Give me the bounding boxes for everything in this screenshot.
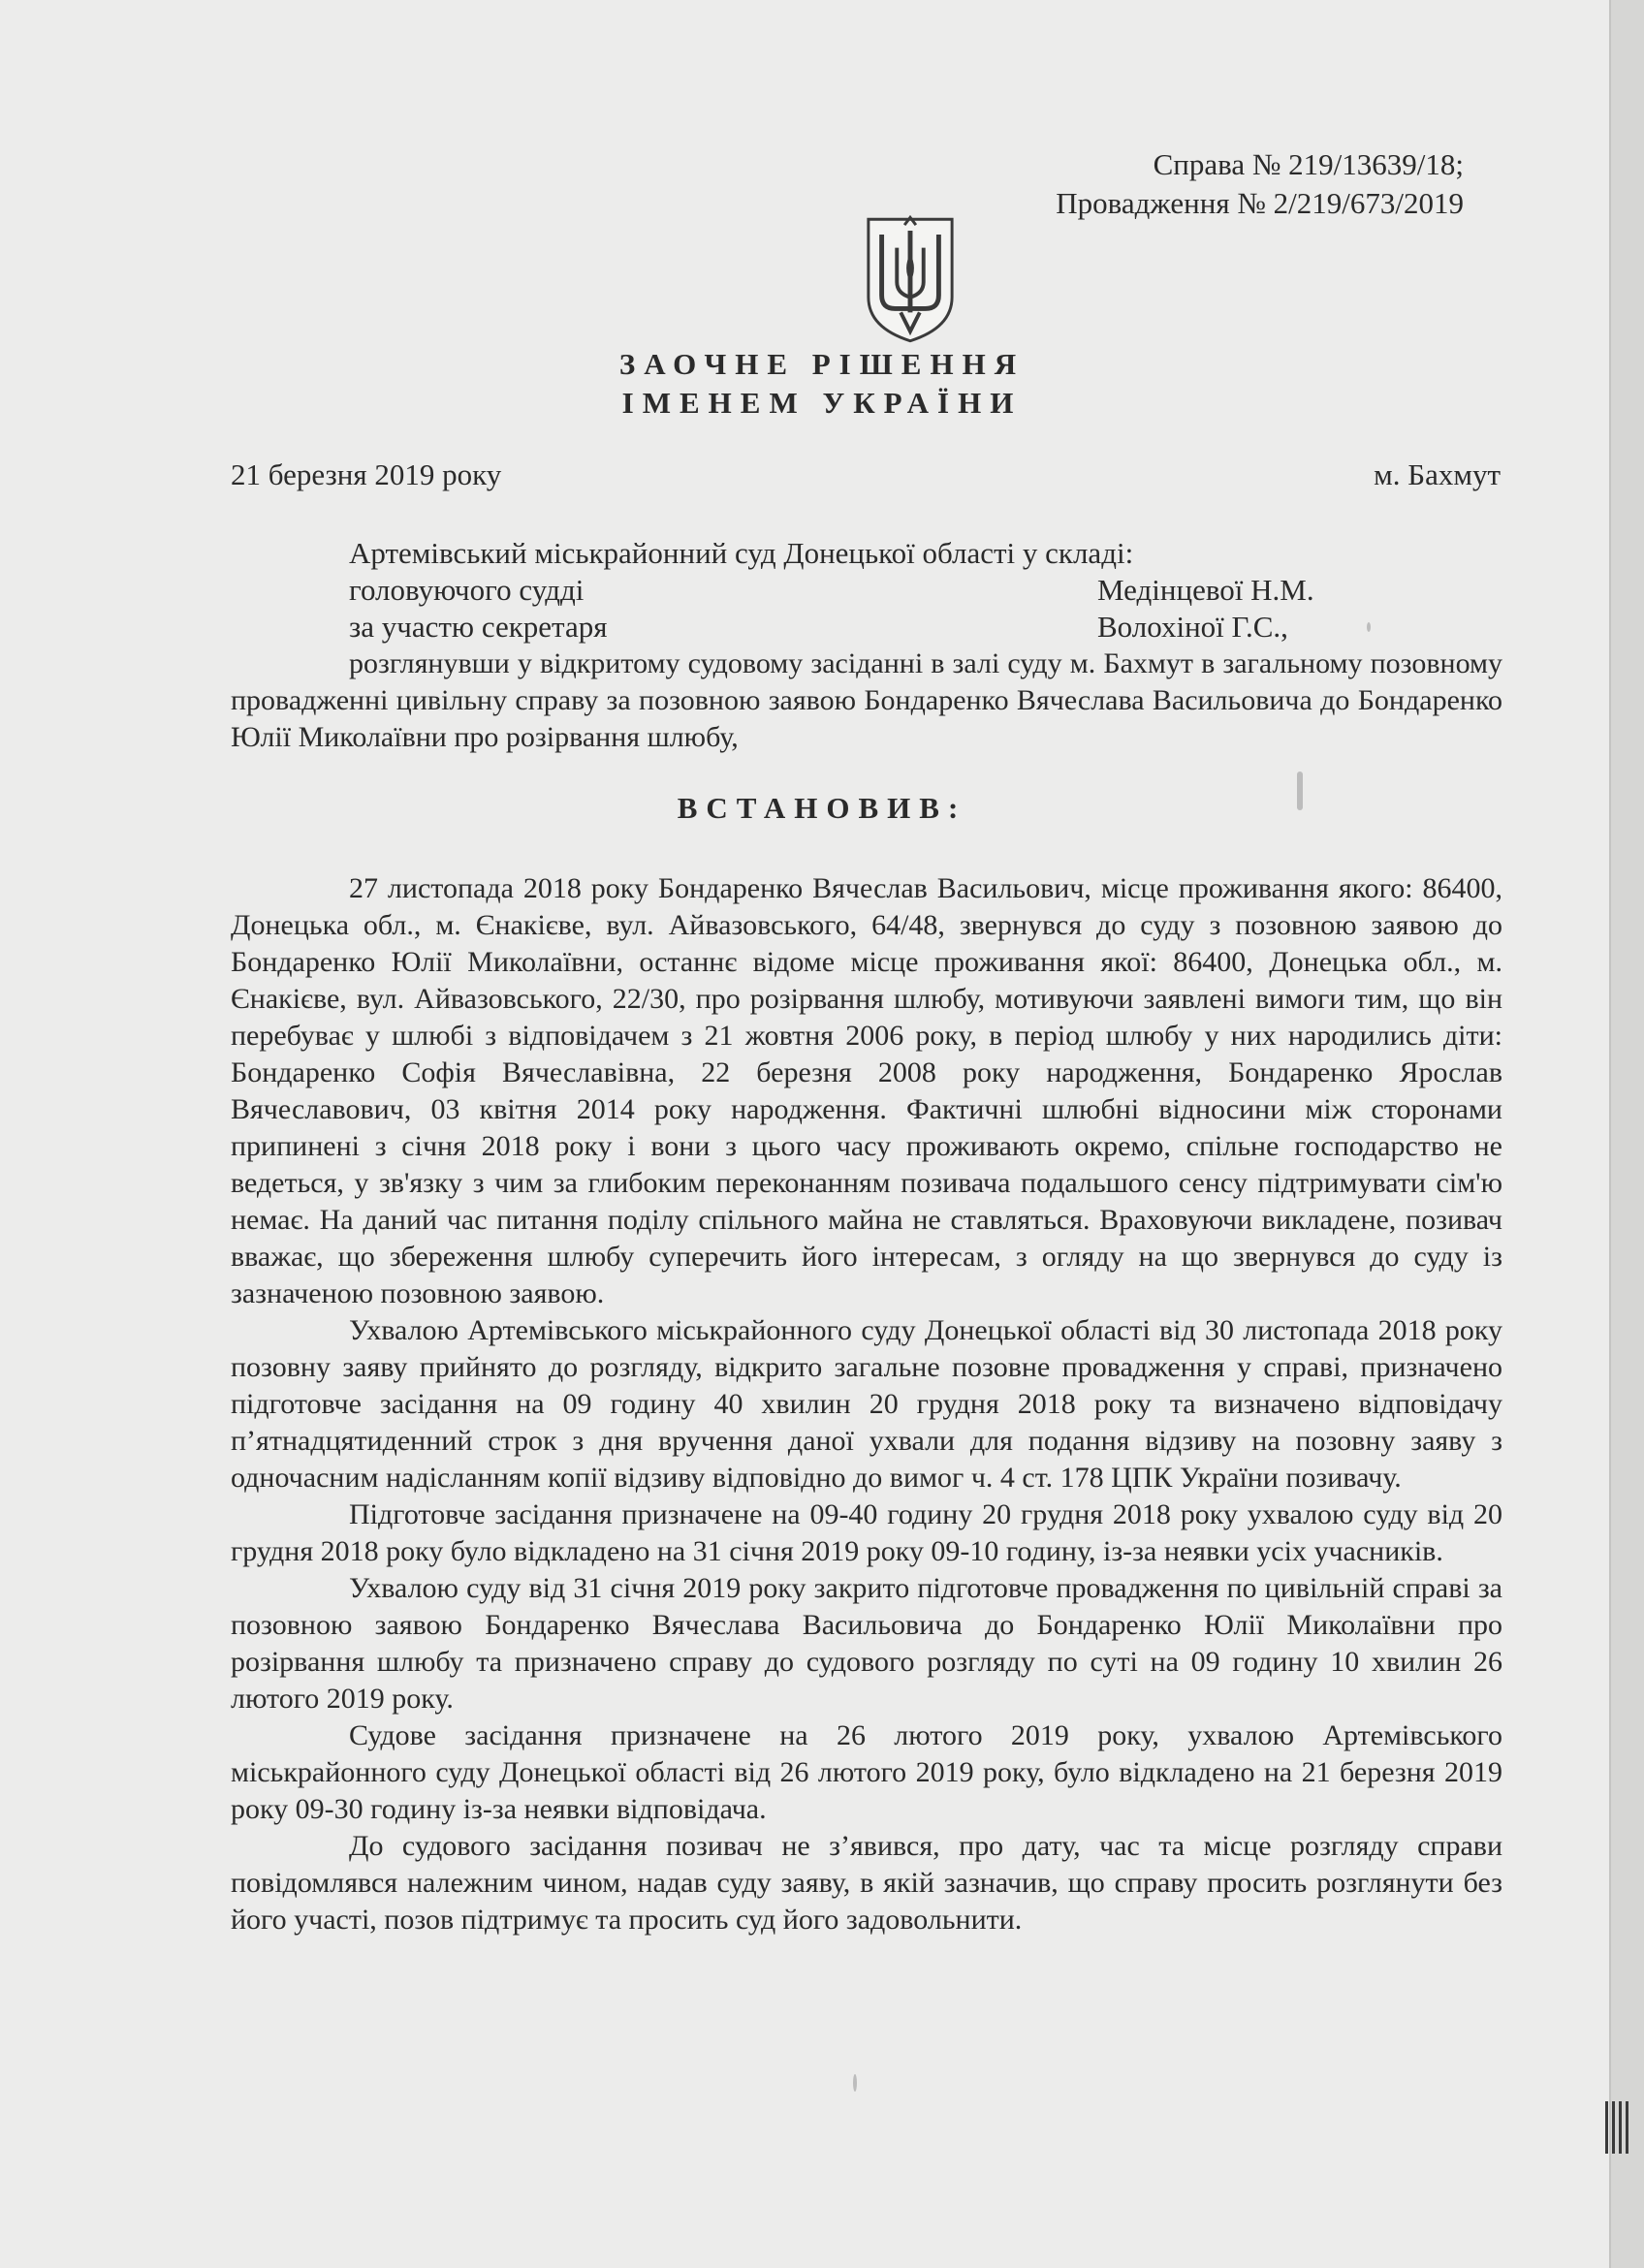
intro-paragraph [231, 646, 1502, 756]
court-composition-line [349, 535, 1512, 572]
judge-name: Медінцевої Н.М. [1097, 573, 1314, 607]
secretary-row [349, 609, 1512, 646]
court-composition-text: Артемівський міськрайонний суд Донецької області у складі: [349, 536, 1134, 570]
date-place-line [231, 457, 1501, 492]
case-number: Справа № 219/13639/18; [1153, 147, 1464, 181]
secretary-name: Волохіної Г.С., [1097, 610, 1288, 644]
decision-date: 21 березня 2019 року [231, 457, 502, 491]
judge-label: головуючого судді [349, 573, 585, 607]
case-reference [1056, 145, 1464, 223]
intro-text: розглянувши у відкритому судовому засіданні в залі суду м. Бахмут в загальному позовному провадженні цивільну справу за позовною заявою Бондаренко Вячеслава Васильовича до Бондаренко Юлії Миколаївни про розірвання шлюбу, [231, 647, 1502, 753]
paragraph: До судового засідання позивач не з’явився, про дату, час та місце розгляду справи повідомлявся належним чином, надав суду заяву, в якій зазначив, що справу просить розглянути без його участі, позов підтримує та просить суд його задовольнити. [231, 1830, 1502, 1936]
binding-marks [1605, 2101, 1634, 2159]
scan-mark [1297, 772, 1303, 810]
judge-row [349, 572, 1512, 609]
paragraph: 27 листопада 2018 року Бондаренко Вячеслав Васильович, місце проживання якого: 86400, Донецька обл., м. Єнакієве, вул. Айвазовського, 64/48, звернувся до суду з позовною заявою до Бондаренко Юлії Миколаївни, останнє відоме місце проживання якої: 86400, Донецька обл., м. Єнакієве, вул. Айвазовського, 22/30, про розірвання шлюбу, мотивуючи заявлені вимоги тим, що він перебуває у шлюбі з відповідачем з 21 жовтня 2006 року, в період шлюбу у них народились діти: Бондаренко Софія Вячеславівна, 22 березня 2008 року народження, Бондаренко Ярослав Вячеславович, 03 квітня 2014 року народження. Фактичні шлюбні відносини між сторонами припинені з січня 2018 року і вони з цього часу проживають окремо, спільне господарство не ведеться, у зв'язку з чим за глибоким переконанням позивача подальшого сенсу підтримувати сім'ю немає. На даний час питання поділу спільного майна не ставляться. Враховуючи викладене, позивач вважає, що збереження шлюбу суперечить його інтересам, з огляду на що звернувся до суду із зазначеною позовною заявою. [231, 872, 1502, 1309]
court-composition [349, 535, 1512, 646]
paragraph: Судове засідання призначене на 26 лютого 2019 року, ухвалою Артемівського міськрайонного суду Донецької області від 26 лютого 2019 року, було відкладено на 21 березня 2019 року 09-30 годину із-за неявки відповідача. [231, 1719, 1502, 1825]
section-heading: ВСТАНОВИВ: [677, 791, 967, 825]
decision-subtitle: ІМЕНЕМ УКРАЇНИ [621, 386, 1023, 420]
body-paragraphs [231, 870, 1502, 1938]
trident-emblem-icon [863, 215, 958, 345]
decision-title: ЗАОЧНЕ РІШЕННЯ [618, 347, 1026, 381]
scan-edge [1609, 0, 1644, 2268]
decision-place: м. Бахмут [1374, 457, 1501, 491]
paragraph: Ухвалою Артемівського міськрайонного суду Донецької області від 30 листопада 2018 року позовну заяву прийнято до розгляду, відкрито загальне позовне провадження у справі, призначено підготовче засідання на 09 годину 40 хвилин 20 грудня 2018 року та визначено відповідачу п’ятнадцятиденний строк з дня вручення даної ухвали для подання відзиву на позовну заяву з одночасним надісланням копії відзиву відповідно до вимог ч. 4 ст. 178 ЦПК України позивачу. [231, 1314, 1502, 1494]
scan-mark [1367, 622, 1371, 632]
proceeding-number: Провадження № 2/219/673/2019 [1056, 186, 1464, 220]
secretary-label: за участю секретаря [349, 610, 608, 644]
paragraph: Ухвалою суду від 31 січня 2019 року закрито підготовче провадження по цивільній справі за позовною заявою Бондаренко Вячеслава Васильовича до Бондаренко Юлії Миколаївни про розірвання шлюбу та призначено справу до судового розгляду по суті на 09 годину 10 хвилин 26 лютого 2019 року. [231, 1572, 1502, 1715]
paragraph: Підготовче засідання призначене на 09-40 годину 20 грудня 2018 року ухвалою суду від 20 грудня 2018 року було відкладено на 31 січня 2019 року 09-10 годину, із-за неявки усіх учасників. [231, 1498, 1502, 1567]
scan-mark [853, 2074, 857, 2092]
